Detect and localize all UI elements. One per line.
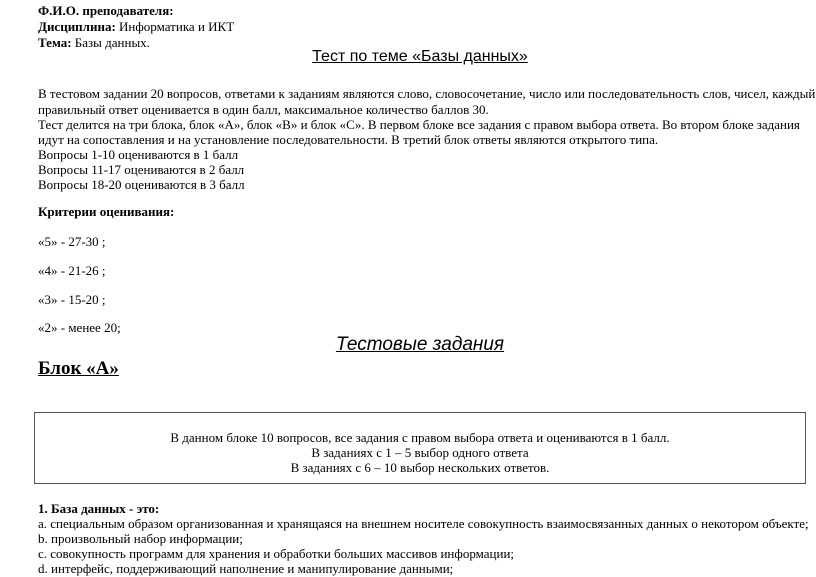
criteria-heading: Критерии оценивания: (38, 204, 175, 219)
criteria-item: «3» - 15-20 ; (38, 292, 106, 307)
answer-option: b. произвольный набор информации; (38, 531, 243, 546)
criteria-item: «4» - 21-26 ; (38, 263, 106, 278)
criteria-item: «2» - менее 20; (38, 320, 121, 335)
block-info-box (34, 412, 806, 484)
block-info-line: В заданиях с 6 – 10 выбор нескольких ответов. (290, 460, 550, 475)
document-title: Тест по теме «Базы данных» (312, 48, 528, 65)
discipline-line (38, 19, 234, 35)
block-info-line: В данном блоке 10 вопросов, все задания с правом выбора ответа и оцениваются в 1 балл. (170, 430, 670, 445)
teacher-label: Ф.И.О. преподавателя: (38, 3, 174, 18)
intro-line: Вопросы 11-17 оцениваются в 2 балл (38, 162, 245, 177)
topic-value: Базы данных. (71, 35, 150, 50)
answer-option: c. совокупность программ для хранения и обработки больших массивов информации; (38, 546, 515, 561)
block-info-line: В заданиях с 1 – 5 выбор одного ответа (311, 445, 529, 460)
section-title: Тестовые задания (335, 334, 505, 355)
topic-label: Тема: (38, 35, 72, 50)
intro-line: правильный ответ оценивается в один балл, максимальное количество баллов 30. (38, 102, 489, 117)
answer-option: a. специальным образом организованная и хранящаяся на внешнем носителе совокупность взаимосвязанных данных о некотором объекте; (38, 516, 809, 531)
discipline-label: Дисциплина: (38, 19, 116, 34)
criteria-item: «5» - 27-30 ; (38, 234, 106, 249)
intro-line: Вопросы 18-20 оцениваются в 3 балл (38, 177, 245, 192)
answer-option: d. интерфейс, поддерживающий наполнение и манипулирование данными; (38, 561, 454, 576)
intro-line: В тестовом задании 20 вопросов, ответами к заданиям являются слово, словосочетание, число или последовательность слов, чисел, каждый (38, 86, 816, 101)
block-title: Блок «А» (38, 358, 119, 379)
intro-line: Тест делится на три блока, блок «А», блок «В» и блок «С». В первом блоке все задания с правом выбора ответа. Во втором блоке задания (38, 117, 800, 132)
intro-line: Вопросы 1-10 оцениваются в 1 балл (38, 147, 239, 162)
intro-line: идут на сопоставления и на установление последовательности. В третий блок ответы являются открытого типа. (38, 132, 659, 147)
discipline-value: Информатика и ИКТ (115, 19, 235, 34)
question-text: 1. База данных - это: (38, 501, 160, 516)
